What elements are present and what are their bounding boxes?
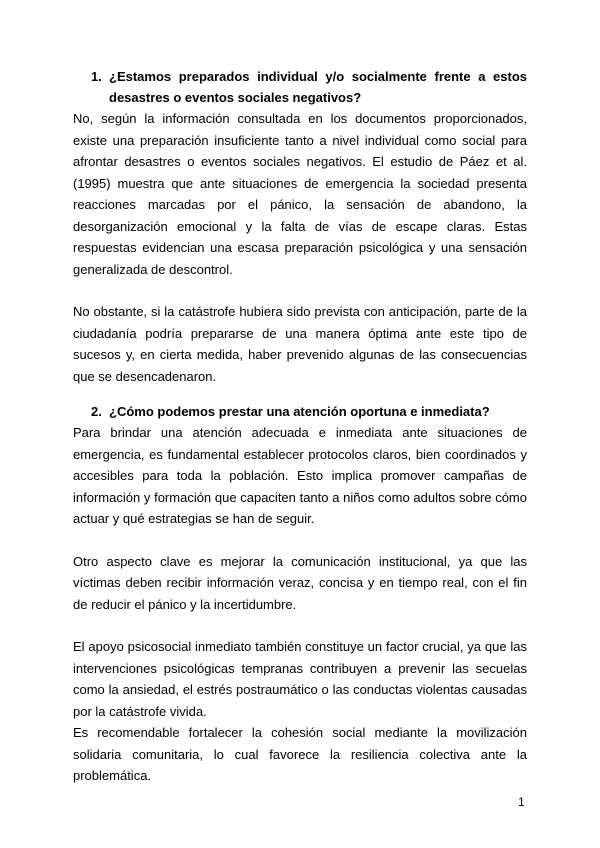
paragraph-spacer <box>73 280 527 301</box>
question-number-1: 1. <box>91 69 102 84</box>
question-text-2: ¿Cómo podemos prestar una atención oportuna e inmediata? <box>109 404 490 419</box>
question-heading-1 <box>73 66 527 108</box>
answer-1-paragraph-1: No, según la información consultada en los documentos proporcionados, existe una preparación insuficiente tanto a nivel individual como social para afrontar desastres o eventos sociales negativos. El estudio de Páez et al. (1995) muestra que ante situaciones de emergencia la sociedad presenta reacciones marcadas por el pánico, la sensación de abandono, la desorganización emocional y la falta de vías de escape claras. Estas respuestas evidencian una escasa preparación psicológica y una sensación generalizada de descontrol. <box>73 111 527 277</box>
question-text-1: ¿Estamos preparados individual y/o socialmente frente a estos desastres o eventos sociales negativos? <box>109 69 527 105</box>
answer-2-paragraph-2: Otro aspecto clave es mejorar la comunicación institucional, ya que las víctimas deben recibir información veraz, concisa y en tiempo real, con el fin de reducir el pánico y la incertidumbre. <box>73 553 527 612</box>
answer-2-paragraph-1: Para brindar una atención adecuada e inmediata ante situaciones de emergencia, es fundamental establecer protocolos claros, bien coordinados y accesibles para toda la población. Esto implica promover campañas de información y formación que capaciten tanto a niños como adultos sobre cómo actuar y qué estrategias se han de seguir. <box>73 425 527 526</box>
paragraph-spacer <box>73 615 527 636</box>
paragraph-spacer <box>73 530 527 551</box>
answer-1-paragraph-2: No obstante, si la catástrofe hubiera sido prevista con anticipación, parte de la ciudadanía podría prepararse de una manera óptima ante este tipo de sucesos y, en cierta medida, haber prevenido algunas de las consecuencias que se desencadenaron. <box>73 304 527 384</box>
question-number-2: 2. <box>91 404 102 419</box>
section-spacer <box>73 387 527 401</box>
question-heading-2 <box>73 401 527 422</box>
answer-2-paragraph-3: El apoyo psicosocial inmediato también constituye un factor crucial, ya que las intervenciones psicológicas tempranas contribuyen a prevenir las secuelas como la ansiedad, el estrés postraumático o las conductas violentas causadas por la catástrofe vivida. <box>73 639 527 719</box>
answer-2-paragraph-4: Es recomendable fortalecer la cohesión social mediante la movilización solidaria comunitaria, lo cual favorece la resiliencia colectiva ante la problemática. <box>73 725 527 783</box>
document-body <box>73 66 527 787</box>
page-number: 1 <box>518 795 525 809</box>
